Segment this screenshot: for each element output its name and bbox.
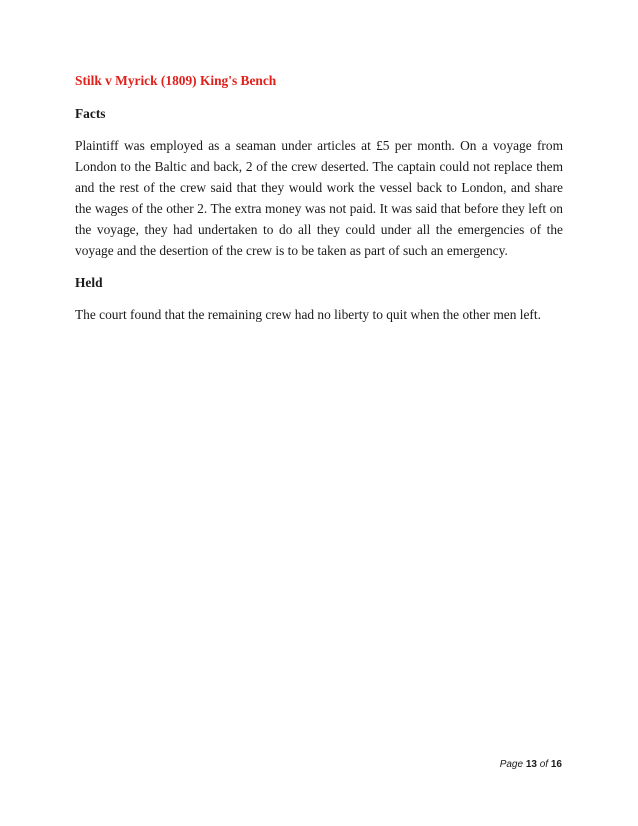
- page-content: [75, 70, 563, 336]
- current-page-number: 13: [525, 759, 537, 770]
- facts-heading: Facts: [75, 106, 106, 121]
- total-pages-number: 16: [550, 759, 562, 770]
- facts-paragraph: Plaintiff was employed as a seaman under articles at £5 per month. On a voyage from London to the Baltic and back, 2 of the crew deserted. The captain could not replace them and the rest of the crew said that they would work the vessel back to London, and share the wages of the other 2. The extra money was not paid. It was said that before they left on the voyage, they had undertaken to do all they could under all the emergencies of the voyage and the desertion of the crew is to be taken as part of such an emergency.: [75, 138, 563, 258]
- page-label: Page: [499, 759, 524, 770]
- held-paragraph: The court found that the remaining crew had no liberty to quit when the other men left.: [75, 307, 541, 322]
- page-footer: [500, 759, 562, 770]
- of-label: of: [539, 759, 549, 770]
- held-heading: Held: [75, 275, 103, 290]
- case-title: Stilk v Myrick (1809) King's Bench: [75, 73, 277, 88]
